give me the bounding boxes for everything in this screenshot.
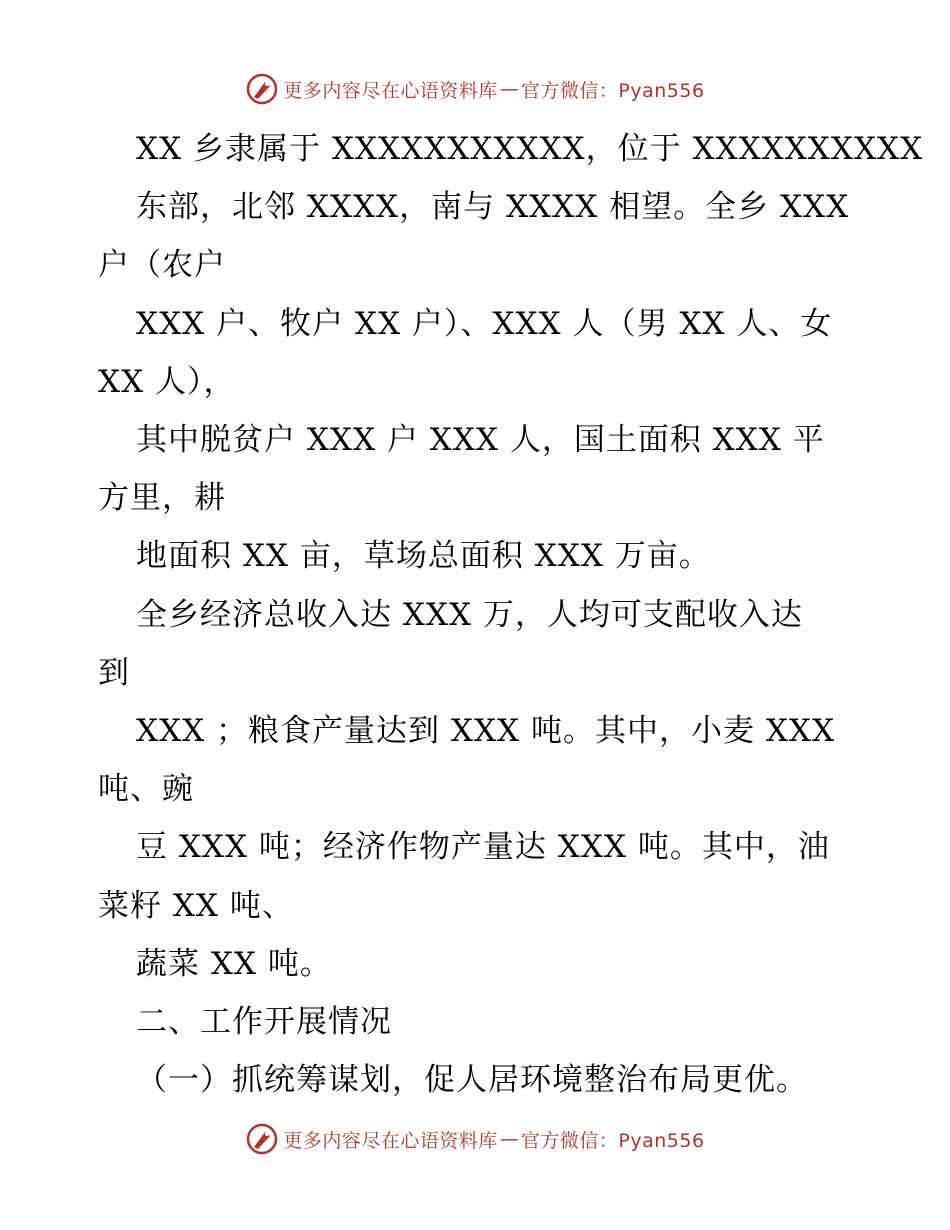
text-line: 户（农户 <box>98 247 226 284</box>
watermark-separator: — <box>499 78 519 100</box>
text-line: XX 人）， <box>98 363 236 400</box>
text-line: 方里，耕 <box>98 480 226 517</box>
text-line: 二、工作开展情况 <box>136 1004 392 1040</box>
watermark-text: 更多内容尽在心语资料库 <box>283 79 498 102</box>
text-line: （一）抓统筹谋划，促人居环境整治布局更优。 <box>136 1062 808 1099</box>
text-line: 地面积 XX 亩，草场总面积 XXX 万亩。 <box>136 538 711 575</box>
text-line: XXX ；粮食产量达到 XXX 吨。其中，小麦 XXX <box>136 713 836 749</box>
text-line: 到 <box>98 654 130 691</box>
watermark-separator: — <box>499 1128 519 1150</box>
text-line: 蔬菜 XX 吨。 <box>136 945 332 982</box>
text-line: 吨、豌 <box>98 771 194 808</box>
watermark-contact: 官方微信：Pyan556 <box>520 1129 705 1152</box>
watermark-text: 更多内容尽在心语资料库 <box>283 1129 498 1152</box>
text-line: 其中脱贫户 XXX 户 XXX 人，国土面积 XXX 平 <box>136 422 825 458</box>
pen-logo-icon <box>245 1122 279 1156</box>
text-line: 东部，北邻 XXXX，南与 XXXX 相望。全乡 XXX <box>136 189 850 226</box>
header-watermark <box>0 72 950 106</box>
footer-watermark <box>0 1122 950 1156</box>
text-line: XX 乡隶属于 XXXXXXXXXXX，位于 XXXXXXXXXX <box>136 131 924 167</box>
text-line: 菜籽 XX 吨、 <box>98 887 294 924</box>
text-line: 豆 XXX 吨；经济作物产量达 XXX 吨。其中，油 <box>136 829 830 866</box>
watermark-contact: 官方微信：Pyan556 <box>520 79 705 102</box>
text-line: 全乡经济总收入达 XXX 万，人均可支配收入达 <box>136 596 803 633</box>
text-line: XXX 户、牧户 XX 户）、XXX 人（男 XX 人、女 <box>136 305 833 342</box>
pen-logo-icon <box>245 72 279 106</box>
